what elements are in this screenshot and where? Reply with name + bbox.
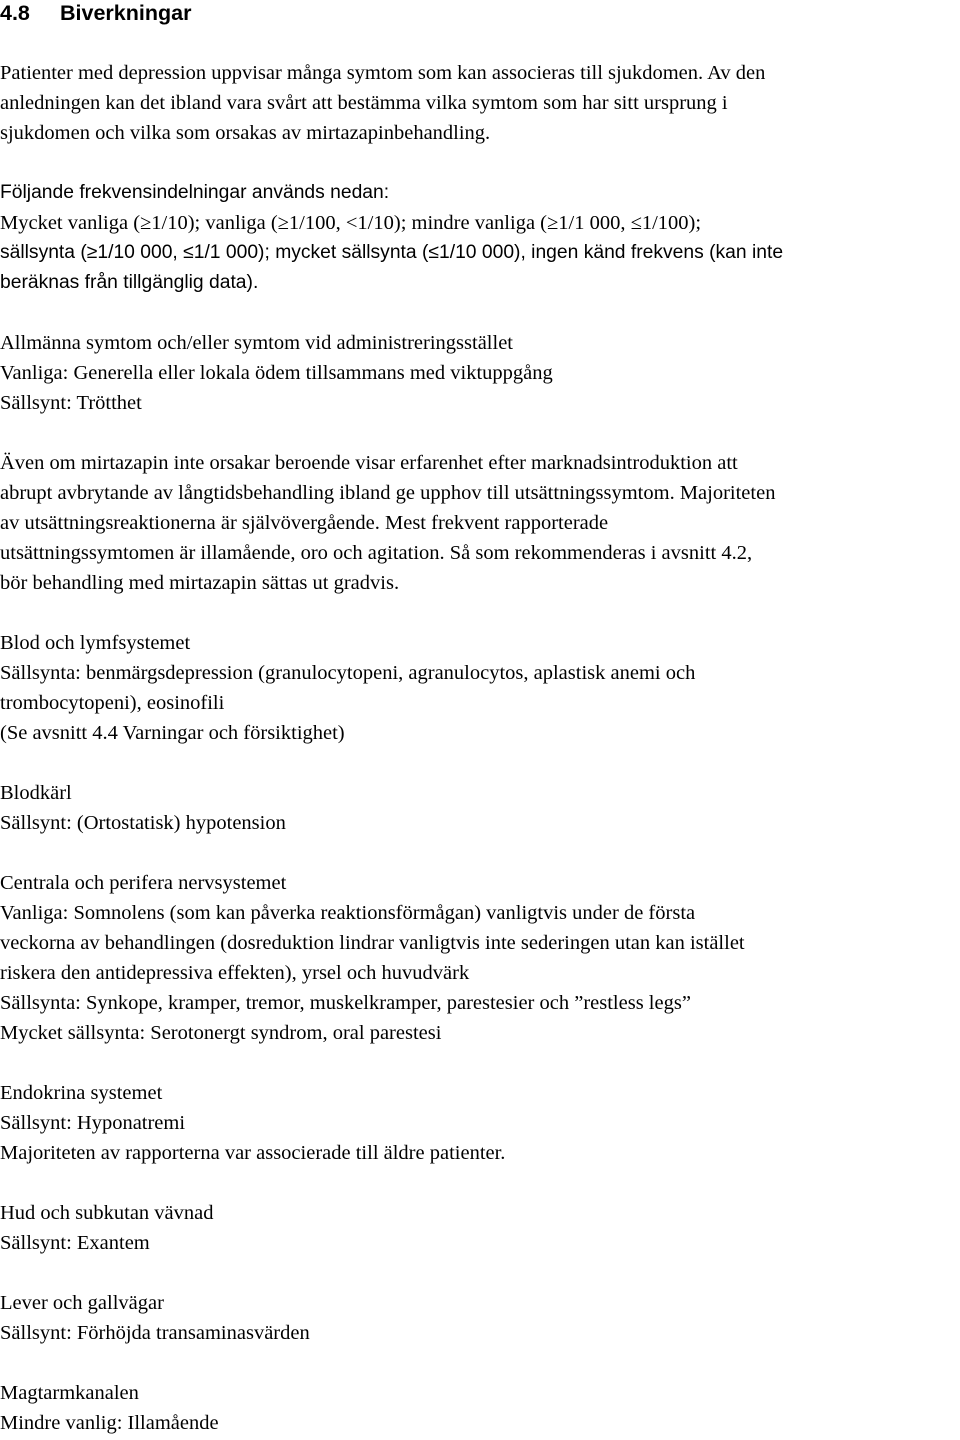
blood-lymph-section: [0, 628, 958, 748]
withdrawal-line: utsättningssymtomen är illamående, oro och agitation. Så som rekommenderas i avsnitt 4.2,: [0, 542, 753, 564]
adverse-effect-line: Mycket sällsynta: Serotonergt syndrom, oral parestesi: [0, 1022, 442, 1044]
intro-line: sjukdomen och vilka som orsakas av mirtazapinbehandling.: [0, 122, 491, 144]
adverse-effect-line: Sällsynt: (Ortostatisk) hypotension: [0, 812, 286, 834]
intro-line: anledningen kan det ibland vara svårt att bestämma vilka symtom som har sitt ursprung i: [0, 92, 728, 114]
liver-section: [0, 1288, 958, 1348]
reference-line: (Se avsnitt 4.4 Varningar och försiktighet): [0, 722, 345, 744]
frequency-line: sällsynta (≥1/10 000, ≤1/1 000); mycket sällsynta (≤1/10 000), ingen känd frekvens (kan inte: [0, 242, 784, 263]
adverse-effect-line: Sällsynt: Trötthet: [0, 392, 142, 414]
withdrawal-line: bör behandling med mirtazapin sättas ut gradvis.: [0, 572, 400, 594]
gastrointestinal-section: [0, 1378, 958, 1438]
section-subheading: Blodkärl: [0, 782, 72, 804]
withdrawal-line: av utsättningsreaktionerna är självövergående. Mest frekvent rapporterade: [0, 512, 609, 534]
frequency-line: Mycket vanliga (≥1/10); vanliga (≥1/100, <1/10); mindre vanliga (≥1/1 000, ≤1/100);: [0, 212, 702, 234]
general-symptoms-section: [0, 328, 958, 418]
section-subheading: Lever och gallvägar: [0, 1292, 164, 1314]
adverse-effect-line: Sällsynta: benmärgsdepression (granulocytopeni, agranulocytos, aplastisk anemi och: [0, 662, 696, 684]
section-subheading: Centrala och perifera nervsystemet: [0, 872, 287, 894]
adverse-effect-line: trombocytopeni), eosinofili: [0, 692, 225, 714]
endocrine-section: [0, 1078, 958, 1168]
section-subheading: Allmänna symtom och/eller symtom vid administreringsstället: [0, 332, 513, 354]
withdrawal-paragraph: [0, 448, 958, 598]
adverse-effect-line: riskera den antidepressiva effekten), yrsel och huvudvärk: [0, 962, 470, 984]
note-line: Majoriteten av rapporterna var associerade till äldre patienter.: [0, 1142, 506, 1164]
frequency-paragraph: [0, 178, 958, 298]
section-heading: [0, 0, 191, 28]
adverse-effect-line: Vanliga: Generella eller lokala ödem tillsammans med viktuppgång: [0, 362, 553, 384]
adverse-effect-line: veckorna av behandlingen (dosreduktion lindrar vanligtvis inte sederingen utan kan istället: [0, 932, 745, 954]
withdrawal-line: Även om mirtazapin inte orsakar beroende visar erfarenhet efter marknadsintroduktion att: [0, 452, 738, 474]
adverse-effect-line: Mindre vanlig: Illamående: [0, 1412, 219, 1434]
section-subheading: Hud och subkutan vävnad: [0, 1202, 214, 1224]
adverse-effect-line: Vanliga: Somnolens (som kan påverka reaktionsförmågan) vanligtvis under de första: [0, 902, 696, 924]
section-subheading: Blod och lymfsystemet: [0, 632, 191, 654]
intro-paragraph: [0, 58, 958, 148]
adverse-effect-line: Sällsynt: Exantem: [0, 1232, 150, 1254]
adverse-effect-line: Sällsynt: Förhöjda transaminasvärden: [0, 1322, 310, 1344]
frequency-line: beräknas från tillgänglig data).: [0, 272, 259, 293]
adverse-effect-line: Sällsynta: Synkope, kramper, tremor, muskelkramper, parestesier och ”restless legs”: [0, 992, 691, 1014]
nervous-system-section: [0, 868, 958, 1048]
frequency-intro: Följande frekvensindelningar används nedan:: [0, 182, 390, 203]
adverse-effect-line: Sällsynt: Hyponatremi: [0, 1112, 186, 1134]
skin-section: [0, 1198, 958, 1258]
section-subheading: Endokrina systemet: [0, 1082, 163, 1104]
withdrawal-line: abrupt avbrytande av långtidsbehandling ibland ge upphov till utsättningssymtom. Majoriteten: [0, 482, 776, 504]
intro-line: Patienter med depression uppvisar många symtom som kan associeras till sjukdomen. Av den: [0, 62, 766, 84]
section-number: 4.8: [0, 1, 30, 25]
vascular-section: [0, 778, 958, 838]
section-title: Biverkningar: [60, 1, 192, 25]
section-subheading: Magtarmkanalen: [0, 1382, 139, 1404]
